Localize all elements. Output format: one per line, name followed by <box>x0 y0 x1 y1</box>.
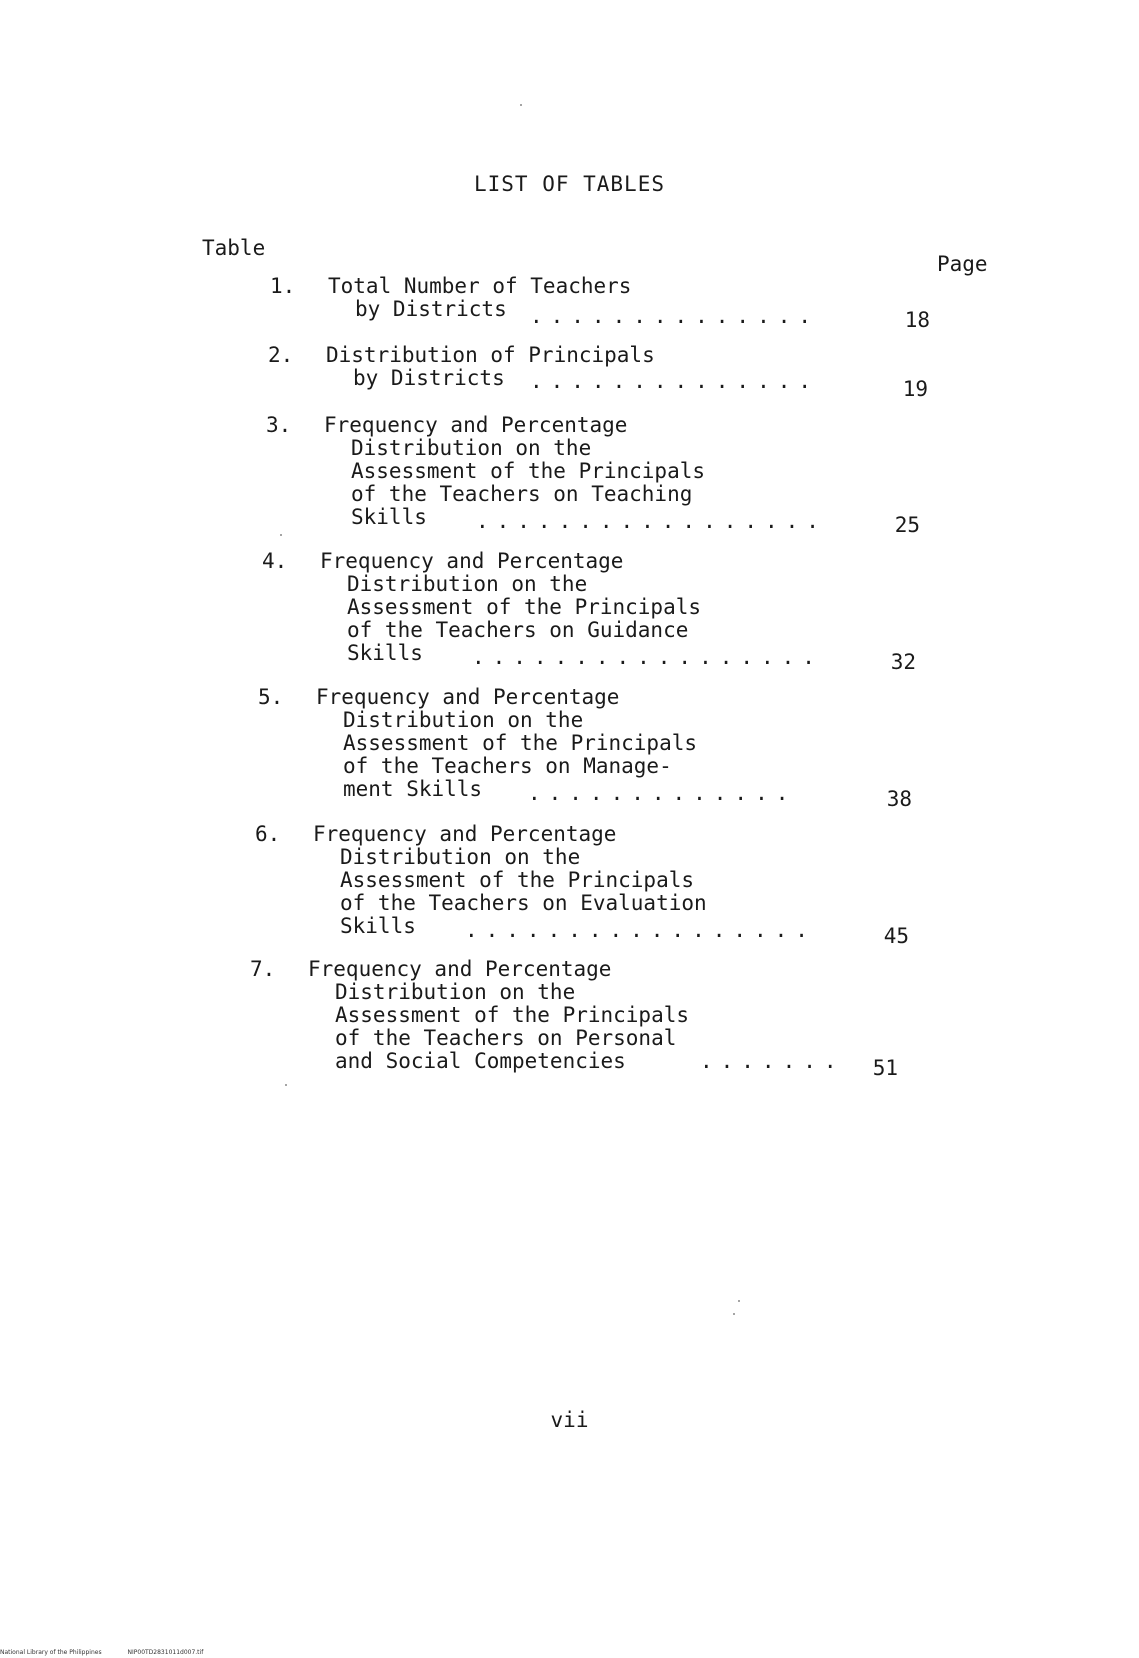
leader-dots: ................. <box>465 918 816 942</box>
entry-title-line: ment Skills <box>343 777 483 801</box>
entry-title-line: Distribution on the <box>347 572 588 596</box>
leader-dots: ............. <box>528 781 797 805</box>
scan-speck <box>733 1313 735 1315</box>
entry-number: 7. <box>250 957 276 981</box>
entry-title-line: Frequency and Percentage <box>324 413 628 437</box>
entry-title-line: Distribution on the <box>343 708 584 732</box>
entry-page-number: 25 <box>894 513 920 537</box>
entry-title-line: Distribution on the <box>340 845 581 869</box>
page-column-header: Page <box>937 252 988 276</box>
entry-title-line: Assessment of the Principals <box>340 868 695 892</box>
entry-page-number: 19 <box>902 377 928 401</box>
entry-number: 4. <box>262 549 288 573</box>
entry-page-number: 51 <box>872 1056 898 1080</box>
entry-title-line: Skills <box>347 641 423 665</box>
entry-page-number: 32 <box>890 650 916 674</box>
entry-title-line: Distribution on the <box>351 436 592 460</box>
entry-page-number: 18 <box>904 308 930 332</box>
entry-title-line: of the Teachers on Evaluation <box>340 891 707 915</box>
entry-title-line: of the Teachers on Teaching <box>351 482 693 506</box>
scan-speck <box>738 1300 740 1302</box>
entry-title-line: Distribution of Principals <box>326 343 655 367</box>
leader-dots: .............. <box>530 369 820 393</box>
entry-title-line: by Districts <box>355 297 507 321</box>
leader-dots: ................. <box>472 645 823 669</box>
entry-title-line: Assessment of the Principals <box>335 1003 690 1027</box>
entry-title-line: of the Teachers on Manage- <box>343 754 672 778</box>
page-folio: vii <box>550 1408 589 1432</box>
entry-page-number: 38 <box>886 787 912 811</box>
page-title: LIST OF TABLES <box>473 172 665 196</box>
entry-title-line: Frequency and Percentage <box>313 822 617 846</box>
scan-speck <box>285 1084 287 1086</box>
leader-dots: ................. <box>476 509 827 533</box>
footer-file-id: NIP00TD2831011d007.tif <box>127 1649 204 1656</box>
entry-number: 1. <box>270 274 296 298</box>
entry-title-line: Assessment of the Principals <box>351 459 706 483</box>
table-column-header: Table <box>202 236 266 260</box>
entry-number: 6. <box>255 822 281 846</box>
entry-title-line: Frequency and Percentage <box>320 549 624 573</box>
entry-title-line: Skills <box>351 505 427 529</box>
entry-page-number: 45 <box>883 924 909 948</box>
footer-library-name: National Library of the Philippines <box>0 1649 102 1656</box>
entry-title-line: Frequency and Percentage <box>308 957 612 981</box>
leader-dots: .............. <box>530 304 820 328</box>
entry-title-line: by Districts <box>353 366 505 390</box>
entry-number: 3. <box>266 413 292 437</box>
scan-speck <box>280 534 282 536</box>
leader-dots: ....... <box>700 1049 845 1073</box>
scan-speck <box>520 104 522 106</box>
entry-number: 2. <box>268 343 294 367</box>
entry-title-line: Distribution on the <box>335 980 576 1004</box>
entry-title-line: Total Number of Teachers <box>328 274 632 298</box>
scan-footer <box>0 1649 227 1656</box>
entry-title-line: of the Teachers on Personal <box>335 1026 677 1050</box>
entry-number: 5. <box>258 685 284 709</box>
entry-title-line: and Social Competencies <box>335 1049 626 1073</box>
entry-title-line: of the Teachers on Guidance <box>347 618 689 642</box>
entry-title-line: Assessment of the Principals <box>343 731 698 755</box>
entry-title-line: Skills <box>340 914 416 938</box>
entry-title-line: Frequency and Percentage <box>316 685 620 709</box>
entry-title-line: Assessment of the Principals <box>347 595 702 619</box>
